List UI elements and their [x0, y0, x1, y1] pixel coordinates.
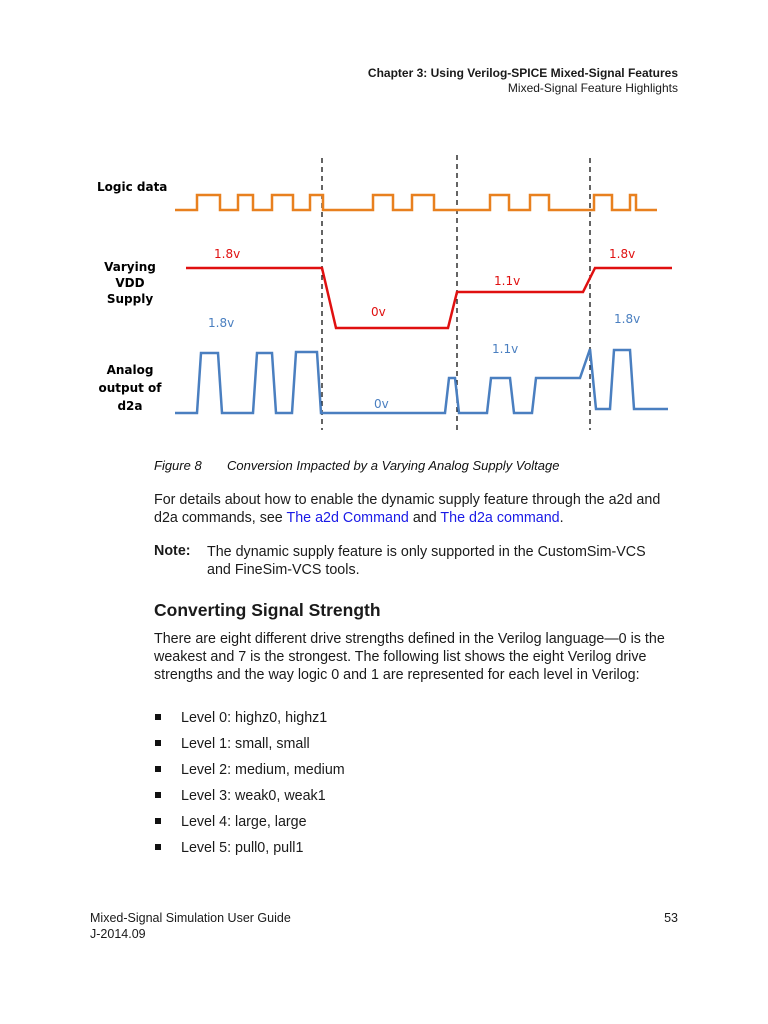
bullet-icon	[155, 792, 161, 798]
details-paragraph	[154, 491, 674, 527]
analog-value-left: 1.8v	[208, 316, 235, 330]
vdd-label-line2: VDD	[115, 276, 145, 290]
list-item-text: Level 1: small, small	[181, 736, 310, 752]
a2d-command-link[interactable]: The a2d Command	[286, 510, 409, 526]
running-header-section: Mixed-Signal Feature Highlights	[507, 81, 678, 95]
bullet-icon	[155, 844, 161, 850]
logic-data-label: Logic data	[97, 180, 168, 194]
analog-label-line2: output of	[98, 381, 162, 395]
list-item-text: Level 0: highz0, highz1	[181, 710, 328, 726]
analog-label-line1: Analog	[106, 363, 154, 377]
analog-label-line3: d2a	[117, 399, 143, 413]
list-item-text: Level 3: weak0, weak1	[181, 788, 326, 804]
vdd-label-line1: Varying	[104, 260, 156, 274]
page-number: 53	[664, 911, 678, 925]
analog-value-right: 1.8v	[614, 312, 641, 326]
details-text-middle: and	[408, 510, 441, 526]
bullet-icon	[155, 714, 161, 720]
vdd-value-right: 1.8v	[609, 247, 636, 261]
analog-value-mid: 0v	[374, 397, 389, 411]
section-heading: Converting Signal Strength	[154, 600, 381, 620]
list-item-text: Level 4: large, large	[181, 814, 307, 830]
running-header-chapter: Chapter 3: Using Verilog-SPICE Mixed-Signal Features	[367, 66, 678, 80]
logic-data-waveform	[175, 195, 657, 210]
vdd-value-right-mid: 1.1v	[494, 274, 521, 288]
figure-caption	[154, 458, 559, 473]
bullet-icon	[155, 740, 161, 746]
vdd-supply-waveform	[186, 268, 672, 328]
analog-output-waveform	[175, 349, 668, 413]
note-label: Note:	[154, 543, 191, 559]
d2a-command-link[interactable]: The d2a command	[440, 510, 560, 526]
list-item-text: Level 2: medium, medium	[181, 762, 345, 778]
strength-paragraph: There are eight different drive strengths defined in the Verilog language—0 is the weakest and 7 is the strongest. The following list shows the eight Verilog drive strengths and the way logic 0 and 1 are represented for each level in Verilog:	[154, 631, 665, 683]
bullet-icon	[155, 818, 161, 824]
footer-version: J-2014.09	[90, 927, 146, 941]
analog-value-right-mid: 1.1v	[492, 342, 519, 356]
footer-guide-title: Mixed-Signal Simulation User Guide	[90, 911, 291, 925]
list-item-text: Level 5: pull0, pull1	[181, 840, 304, 856]
vdd-label-line3: Supply	[106, 292, 154, 306]
note-text: The dynamic supply feature is only supported in the CustomSim-VCS and FineSim-VCS tools.	[207, 544, 646, 578]
vdd-value-left: 1.8v	[214, 247, 241, 261]
figure-caption-text: Conversion Impacted by a Varying Analog Supply Voltage	[227, 458, 560, 473]
figure-number: Figure 8	[154, 458, 202, 473]
bullet-icon	[155, 766, 161, 772]
vdd-value-mid: 0v	[371, 305, 386, 319]
details-text-after: .	[559, 510, 564, 526]
details-text-before: For details about how to enable the dynamic supply feature through the a2d and d2a commands, see	[154, 492, 661, 526]
supply-voltage-figure	[0, 0, 768, 440]
